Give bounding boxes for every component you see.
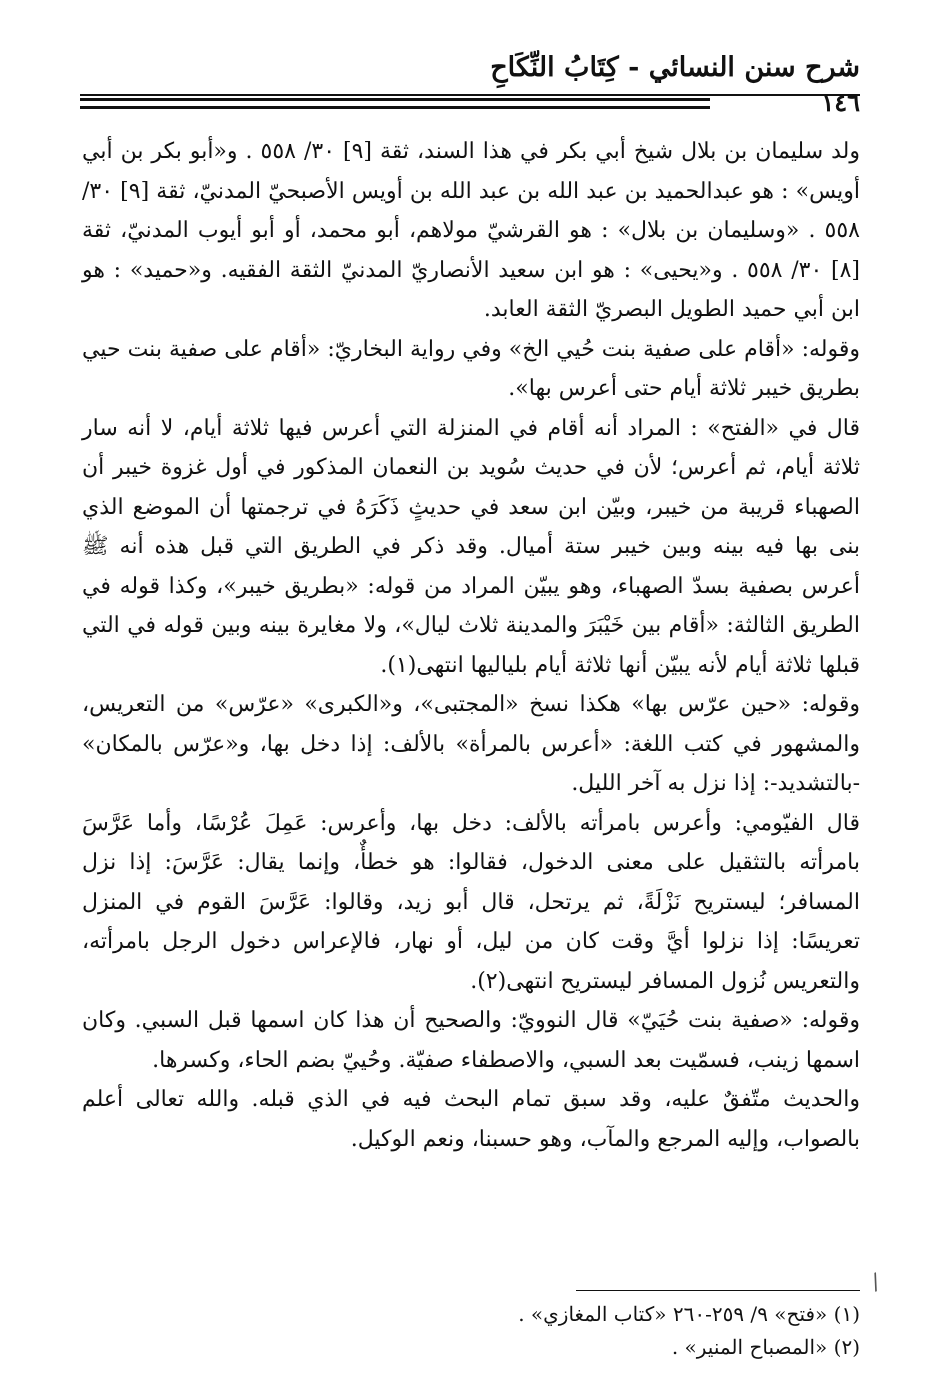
paragraph: ولد سليمان بن بلال شيخ أبي بكر في هذا السند، ثقة [٩] ٣٠/ ٥٥٨ . و«أبو بكر بن أبي أويس» : هو عبدالحميد بن عبد الله بن عبد الله بن أويس الأصبحيّ المدنيّ، ثقة [٩] ٣٠/ ٥٥٨ . «وسليمان بن بلال» : هو القرشيّ مولاهم، أبو محمد، أو أبو أيوب المدنيّ، ثقة [٨] ٣٠/ ٥٥٨ . و«يحيى» : هو ابن سعيد الأنصاريّ المدنيّ الثقة الفقيه. و«حميد» : هو ابن أبي حميد الطويل البصريّ الثقة العابد. [82,139,861,322]
header-title: شرح سنن النسائي - كِتَابُ النِّكَاحِ [490,52,860,83]
main-text [82,132,860,1159]
paragraph: قال الفيّومي: وأعرس بامرأته بالألف: دخل بها، وأعرس: عَمِلَ عُرْسًا، وأما عَرَّسَ بامرأته بالتثقيل على معنى الدخول، فقالوا: هو خطأٌ، وإنما يقال: عَرَّسَ: إذا نزل المسافر؛ ليستريح نَزْلَةً، ثم يرتحل، قال أبو زيد، وقالوا: عَرَّسَ القوم في المنزل تعريسًا: إذا نزلوا أيَّ وقت كان من ليل، أو نهار، فالإعراس دخول الرجل بامرأته، والتعريس نُزول المسافر ليستريح انتهى(٢). [82,810,860,994]
paragraph: وقوله: «أقام على صفية بنت حُيي الخ» وفي رواية البخاريّ: «أقام على صفية بنت حيي بطريق خيبر ثلاثة أيام حتى أعرس بها». [82,336,860,401]
footnote: (١) «فتح» ٩/ ٢٥٩-٢٦٠ «كتاب المغازي» . [518,1302,860,1326]
paragraph: والحديث متّفقٌ عليه، وقد سبق تمام البحث فيه في الذي قبله. والله تعالى أعلم بالصواب، وإليه المرجع والمآب، وهو حسبنا، ونعم الوكيل. [82,1087,860,1152]
double-rule-top [80,98,710,101]
paragraph: قال في «الفتح» : المراد أنه أقام في المنزلة التي أعرس فيها ثلاثة أيام، لا أنه سار ثلاثة أيام، ثم أعرس؛ لأن في حديث سُويد بن النعمان المذكور في أول غزوة خيبر أن الصهباء قريبة من خيبر، وبيّن ابن سعد في حديثٍ ذَكَرَهُ في ترجمتها أن الموضع الذي بنى بها فيه بينه وبين خيبر ستة أميال. وقد ذكر في الطريق التي قبل هذه أنه ﷺ أعرس بصفية بسدّ الصهباء، وهو يبيّن المراد من قوله: «بطريق خيبر»، وكذا قوله في الطريق الثالثة: «أقام بين خَيْبَرَ والمدينة ثلاث ليال»، ولا مغايرة بينه وبين قوله في التي قبلها ثلاثة أيام لأنه يبيّن أنها ثلاثة أيام بلياليها انتهى(١). [82,415,860,678]
double-rule-bottom [80,106,710,109]
paragraph: وقوله: «صفية بنت حُيَيّ» قال النوويّ: والصحيح أن هذا كان اسمها قبل السبي. وكان اسمها زينب، فسمّيت بعد السبي، والاصطفاء صفيّة. وحُييّ بضم الحاء، وكسرها. [82,1008,860,1073]
paragraph: وقوله: «حين عرّس بها» هكذا نسخ «المجتبى»، و«الكبرى» «عرّس» من التعريس، والمشهور في كتب اللغة: «أعرس بالمرأة» بالألف: إذا دخل بها، و«عرّس بالمكان» -بالتشديد-: إذا نزل به آخر الليل. [82,692,860,796]
footnote-separator [576,1290,860,1291]
margin-pencil-mark: / [867,1269,884,1296]
page-number-row [80,88,860,118]
footnotes [360,1298,860,1364]
page-number: ١٤٦ [821,88,860,117]
footnote: (٢) «المصباح المنير» . [671,1335,860,1359]
